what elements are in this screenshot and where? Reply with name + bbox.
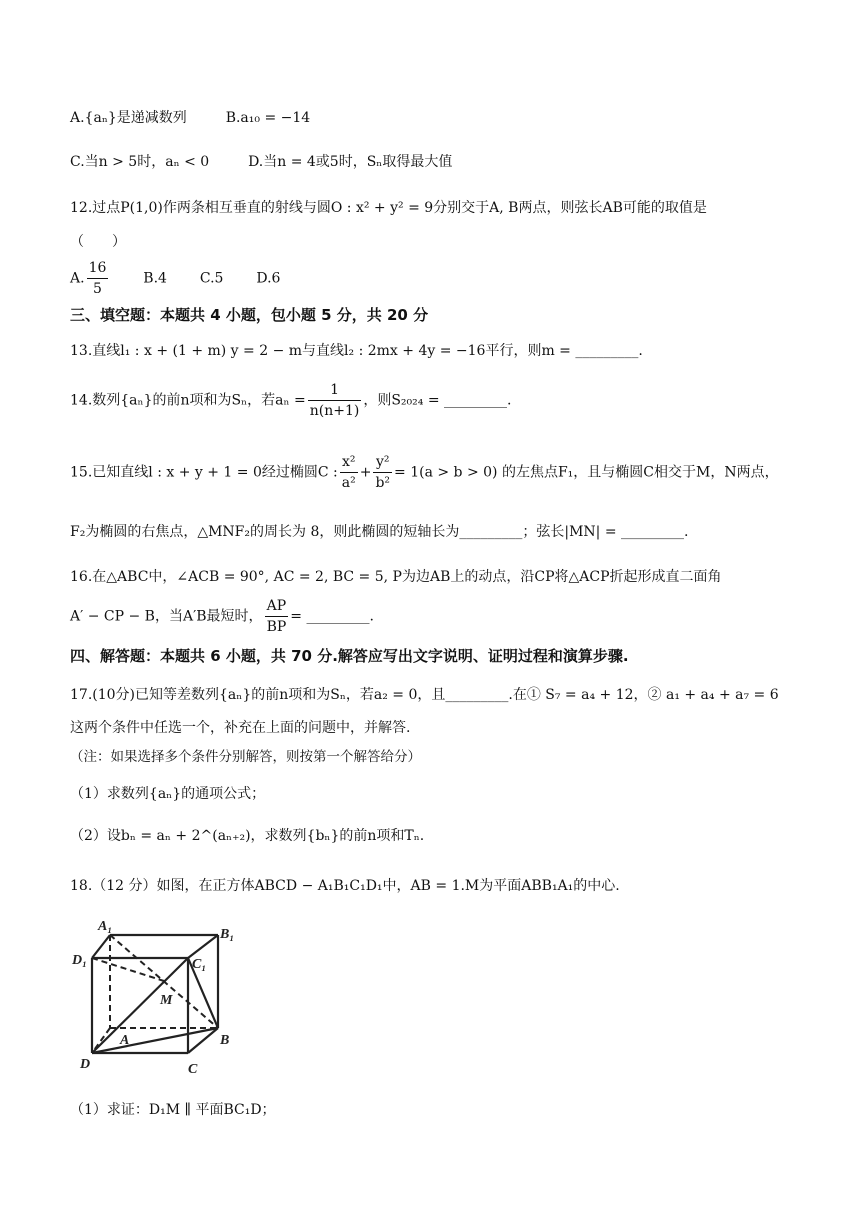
q11-option-c: C.当n > 5时，aₙ < 0 <box>70 154 210 170</box>
q14-suffix: ，则S₂₀₂₄ = _________. <box>363 392 512 409</box>
q14 <box>70 380 511 421</box>
label-m: M <box>160 993 173 1008</box>
label-a: A <box>120 1033 130 1048</box>
q15-suffix: = 1(a > b > 0) 的左焦点F₁，且与椭圆C相交于M，N两点， <box>394 464 779 481</box>
edge-b1-c1 <box>188 935 218 958</box>
q12-option-d: D.6 <box>256 270 281 287</box>
label-d1: D₁ <box>72 953 87 968</box>
q11-option-row-1 <box>70 108 310 128</box>
q15-frac1-num: x² <box>340 452 358 473</box>
label-b1: B₁ <box>220 927 235 942</box>
q14-num: 1 <box>308 380 362 401</box>
q12-paren: （ ） <box>70 234 126 250</box>
q15-line-1 <box>70 452 779 493</box>
diagonal-d-b <box>92 1028 218 1053</box>
q15-prefix: 15.已知直线l : x + y + 1 = 0经过椭圆C : <box>70 464 338 481</box>
q17-part-1: （1）求数列{aₙ}的通项公式； <box>70 786 266 802</box>
label-c1: C₁ <box>192 957 207 972</box>
cube-figure <box>70 910 250 1080</box>
q11-option-row-2 <box>70 152 452 172</box>
q12-stem: 12.过点P(1,0)作两条相互垂直的射线与圆O : x² + y² = 9分别交于A, B两点，则弦长AB可能的取值是 <box>70 200 707 216</box>
q11-option-a: A.{aₙ}是递减数列 <box>70 110 187 126</box>
q14-prefix: 14.数列{aₙ}的前n项和为Sₙ，若aₙ = <box>70 392 306 409</box>
q15-frac2-num: y² <box>373 452 392 473</box>
q18-part-1: （1）求证：D₁M ∥ 平面BC₁D； <box>70 1102 276 1118</box>
q18-stem: 18.（12 分）如图，在正方体ABCD − A₁B₁C₁D₁中，AB = 1.M为平面ABB₁A₁的中心. <box>70 878 620 894</box>
q16-line-1: 16.在△ABC中，∠ACB = 90°, AC = 2, BC = 5, P为边AB上的动点，沿CP将△ACP折起形成直二面角 <box>70 569 722 585</box>
diagonal-a1-b-hidden <box>110 935 218 1028</box>
q15-fraction-2 <box>373 452 392 493</box>
q12-options <box>70 258 280 299</box>
label-c: C <box>188 1062 198 1077</box>
q16-den: BP <box>266 619 287 635</box>
q15-frac1-den: a² <box>341 475 356 491</box>
q12-option-a-num: 16 <box>87 258 109 279</box>
q15-fraction-1 <box>340 452 358 493</box>
q12-option-a-fraction <box>87 258 109 299</box>
q17-part-2: （2）设bₙ = aₙ + 2^(aₙ₊₂)，求数列{bₙ}的前n项和Tₙ. <box>70 828 425 844</box>
q16-line-2 <box>70 596 374 637</box>
edge-a1-d1 <box>92 935 110 958</box>
label-d: D <box>80 1057 91 1072</box>
q16-num: AP <box>265 596 289 617</box>
q16-line-2-suffix: = _________. <box>290 608 374 625</box>
q14-fraction <box>308 380 362 421</box>
q17-line-2: 这两个条件中任选一个，补充在上面的问题中，并解答. <box>70 720 411 736</box>
label-a1: A₁ <box>98 919 113 934</box>
section-3-title: 三、填空题：本题共 4 小题，包小题 5 分，共 20 分 <box>70 306 429 324</box>
q12-option-b: B.4 <box>143 270 167 287</box>
q12-option-a-den: 5 <box>93 281 102 297</box>
q12-option-c: C.5 <box>199 270 224 287</box>
q16-fraction <box>265 596 289 637</box>
q15-frac2-den: b² <box>375 475 391 491</box>
q11-option-d: D.当n = 4或5时，Sₙ取得最大值 <box>248 154 453 170</box>
segment-d1-m-hidden <box>92 958 164 981</box>
q17-note: （注：如果选择多个条件分别解答，则按第一个解答给分） <box>70 749 421 765</box>
q15-plus: + <box>359 464 372 481</box>
q13: 13.直线l₁ : x + (1 + m) y = 2 − m与直线l₂ : 2mx + 4y = −16平行，则m = _________. <box>70 343 643 359</box>
q14-den: n(n+1) <box>309 403 360 419</box>
q17-line-1: 17.(10分)已知等差数列{aₙ}的前n项和为Sₙ，若a₂ = 0，且_________.在① S₇ = a₄ + 12，② a₁ + a₄ + a₇ = 6 <box>70 687 779 703</box>
q15-line-2: F₂为椭圆的右焦点，△MNF₂的周长为 8，则此椭圆的短轴长为_________；弦长|MN| = _________. <box>70 524 689 540</box>
q12-option-a-prefix: A. <box>70 270 85 287</box>
diagonal-d-c1 <box>92 958 188 1053</box>
q11-option-b: B.a₁₀ = −14 <box>225 110 311 126</box>
q16-line-2-prefix: A′ − CP − B，当A′B最短时， <box>70 608 263 625</box>
section-4-title: 四、解答题：本题共 6 小题，共 70 分.解答应写出文字说明、证明过程和演算步骤. <box>70 647 629 665</box>
label-b: B <box>220 1033 230 1048</box>
